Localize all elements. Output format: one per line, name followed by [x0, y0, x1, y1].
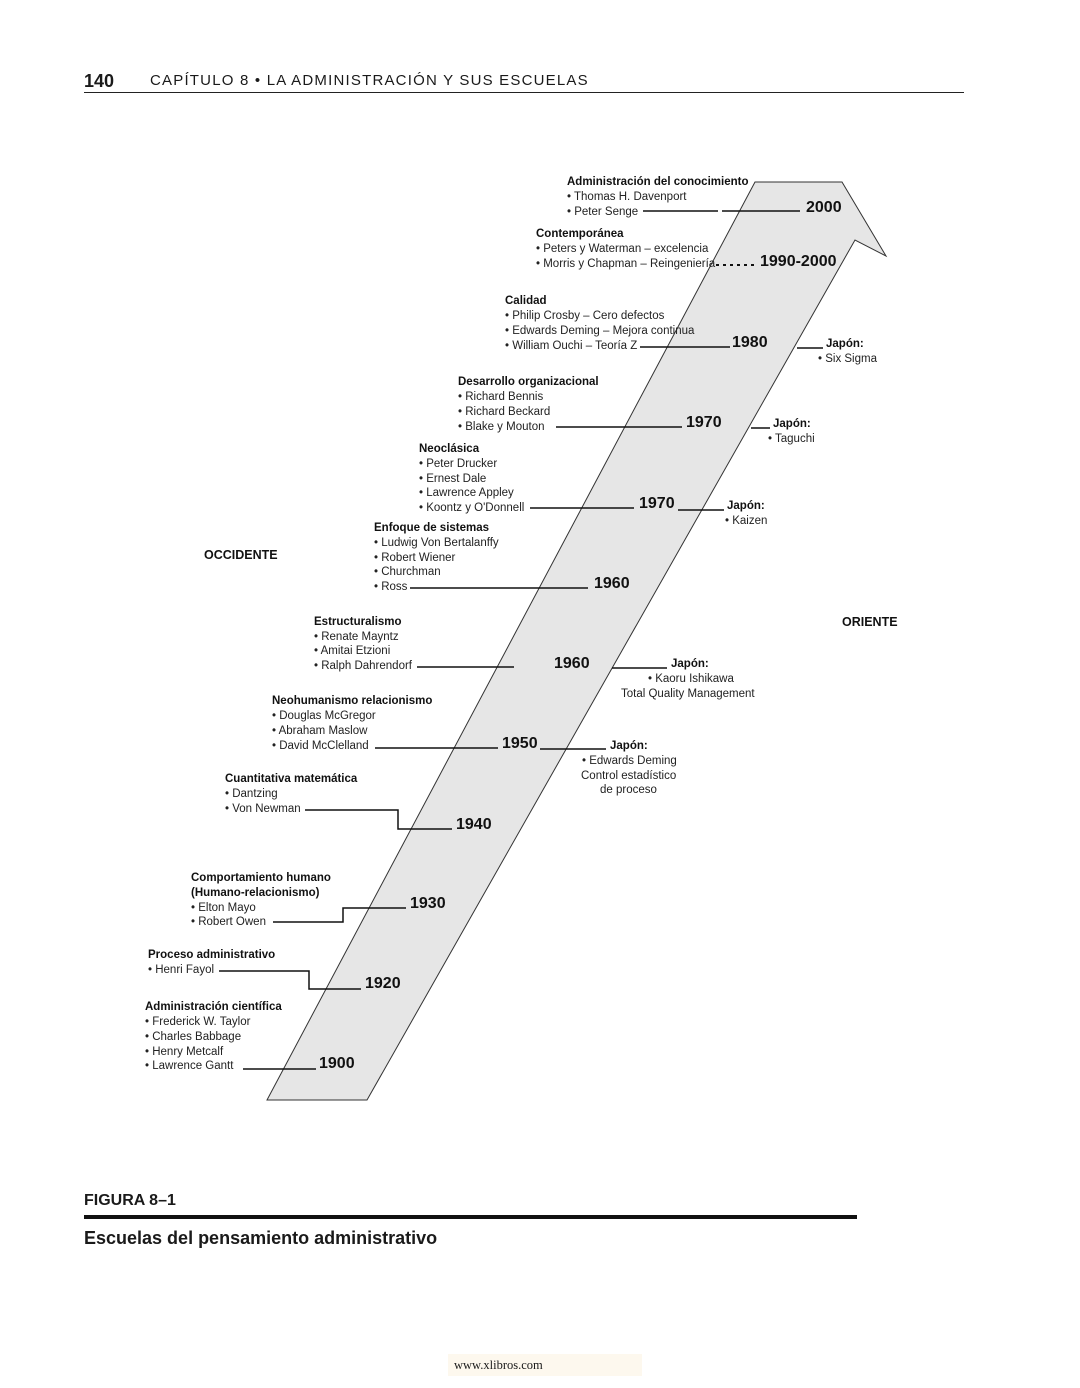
occidente-label: OCCIDENTE: [204, 548, 278, 562]
svg-text:Control estadístico: Control estadístico: [581, 770, 677, 782]
svg-text:• Six Sigma: • Six Sigma: [818, 353, 877, 365]
svg-text:• Elton Mayo: • Elton Mayo: [191, 902, 256, 914]
year-label: 1970: [686, 414, 722, 431]
svg-text:• Richard Beckard: • Richard Beckard: [458, 406, 551, 418]
svg-text:Japón:: Japón:: [773, 418, 811, 430]
svg-text:• Ernest Dale: • Ernest Dale: [419, 473, 487, 485]
year-label: 1990-2000: [760, 253, 837, 270]
svg-text:• Ludwig Von Bertalanffy: • Ludwig Von Bertalanffy: [374, 537, 499, 549]
svg-text:• Amitai Etzioni: • Amitai Etzioni: [314, 645, 391, 657]
svg-text:Proceso administrativo: Proceso administrativo: [148, 949, 276, 961]
svg-text:• Philip Crosby – Cero defecto: • Philip Crosby – Cero defectos: [505, 310, 665, 322]
svg-text:de proceso: de proceso: [600, 784, 657, 796]
svg-text:Estructuralismo: Estructuralismo: [314, 616, 402, 628]
svg-text:• Churchman: • Churchman: [374, 566, 441, 578]
svg-text:Contemporánea: Contemporánea: [536, 228, 624, 240]
east-kaizen: [725, 500, 767, 527]
svg-text:• Blake y Mouton: • Blake y Mouton: [458, 421, 545, 433]
year-label: 1960: [594, 575, 630, 592]
svg-text:• Dantzing: • Dantzing: [225, 788, 278, 800]
svg-text:Japón:: Japón:: [826, 338, 864, 350]
footer-url: www.xlibros.com: [448, 1354, 642, 1376]
svg-text:• Ralph Dahrendorf: • Ralph Dahrendorf: [314, 660, 412, 672]
svg-text:• Edwards Deming: • Edwards Deming: [582, 755, 677, 767]
svg-text:• Kaoru Ishikawa: • Kaoru Ishikawa: [648, 673, 734, 685]
svg-text:Japón:: Japón:: [610, 740, 648, 752]
oriente-label: ORIENTE: [842, 615, 898, 629]
svg-text:• Robert Wiener: • Robert Wiener: [374, 552, 456, 564]
svg-text:• Richard Bennis: • Richard Bennis: [458, 391, 544, 403]
svg-text:Enfoque de sistemas: Enfoque de sistemas: [374, 522, 490, 534]
year-label: 1920: [365, 975, 401, 992]
svg-text:Japón:: Japón:: [727, 500, 765, 512]
east-ishikawa: [621, 658, 755, 700]
svg-text:• Peters y Waterman – excelenc: • Peters y Waterman – excelencia: [536, 243, 709, 255]
year-label: 1930: [410, 895, 446, 912]
svg-text:• Thomas H. Davenport: • Thomas H. Davenport: [567, 191, 687, 203]
svg-text:• Robert Owen: • Robert Owen: [191, 916, 266, 928]
year-label: 1960: [554, 655, 590, 672]
page-number: 140: [84, 71, 115, 91]
svg-text:Neohumanismo relacionismo: Neohumanismo relacionismo: [272, 695, 433, 707]
figure-caption: Escuelas del pensamiento administrativo: [84, 1228, 438, 1248]
svg-text:• David McClelland: • David McClelland: [272, 740, 369, 752]
svg-text:• William Ouchi – Teoría Z: • William Ouchi – Teoría Z: [505, 340, 638, 352]
year-label: 1970: [639, 495, 675, 512]
svg-text:• Abraham Maslow: • Abraham Maslow: [272, 725, 368, 737]
svg-text:• Lawrence Gantt: • Lawrence Gantt: [145, 1060, 234, 1072]
svg-text:• Frederick W. Taylor: • Frederick W. Taylor: [145, 1016, 251, 1028]
svg-text:• Peter Drucker: • Peter Drucker: [419, 458, 498, 470]
year-label: 1950: [502, 735, 538, 752]
svg-text:• Von Newman: • Von Newman: [225, 803, 301, 815]
svg-text:Japón:: Japón:: [671, 658, 709, 670]
figure-rule: [84, 1215, 857, 1219]
year-label: 1940: [456, 816, 492, 833]
year-label: 1980: [732, 334, 768, 351]
year-label: 2000: [806, 199, 842, 216]
svg-text:Neoclásica: Neoclásica: [419, 443, 480, 455]
svg-text:(Humano-relacionismo): (Humano-relacionismo): [191, 887, 320, 899]
svg-text:• Kaizen: • Kaizen: [725, 515, 768, 527]
svg-text:• Peter Senge: • Peter Senge: [567, 206, 639, 218]
svg-text:Administración científica: Administración científica: [145, 1001, 282, 1013]
svg-text:Total Quality Management: Total Quality Management: [621, 688, 755, 700]
svg-text:• Renate Mayntz: • Renate Mayntz: [314, 631, 399, 643]
svg-text:• Henry Metcalf: • Henry Metcalf: [145, 1046, 224, 1058]
svg-text:Calidad: Calidad: [505, 295, 547, 307]
svg-text:• Koontz y O'Donnell: • Koontz y O'Donnell: [419, 502, 525, 514]
east-six-sigma: [818, 338, 878, 365]
svg-text:• Edwards Deming – Mejora cont: • Edwards Deming – Mejora continua: [505, 325, 695, 337]
svg-text:• Charles Babbage: • Charles Babbage: [145, 1031, 242, 1043]
svg-text:• Morris y Chapman – Reingenie: • Morris y Chapman – Reingeniería: [536, 258, 716, 270]
svg-text:Cuantitativa matemática: Cuantitativa matemática: [225, 773, 358, 785]
svg-text:Desarrollo organizacional: Desarrollo organizacional: [458, 376, 599, 388]
svg-text:• Taguchi: • Taguchi: [768, 433, 815, 445]
svg-text:Comportamiento humano: Comportamiento humano: [191, 872, 331, 884]
east-taguchi: [768, 418, 815, 445]
year-label: 1900: [319, 1055, 355, 1072]
svg-text:• Henri Fayol: • Henri Fayol: [148, 964, 215, 976]
svg-text:• Lawrence Appley: • Lawrence Appley: [419, 487, 514, 499]
svg-text:Administración del conocimient: Administración del conocimiento: [567, 176, 749, 188]
chapter-title: CAPÍTULO 8 • LA ADMINISTRACIÓN Y SUS ESCUELAS: [150, 72, 589, 89]
figure-label: FIGURA 8–1: [84, 1192, 176, 1209]
svg-text:• Ross: • Ross: [374, 581, 408, 593]
svg-text:• Douglas McGregor: • Douglas McGregor: [272, 710, 376, 722]
